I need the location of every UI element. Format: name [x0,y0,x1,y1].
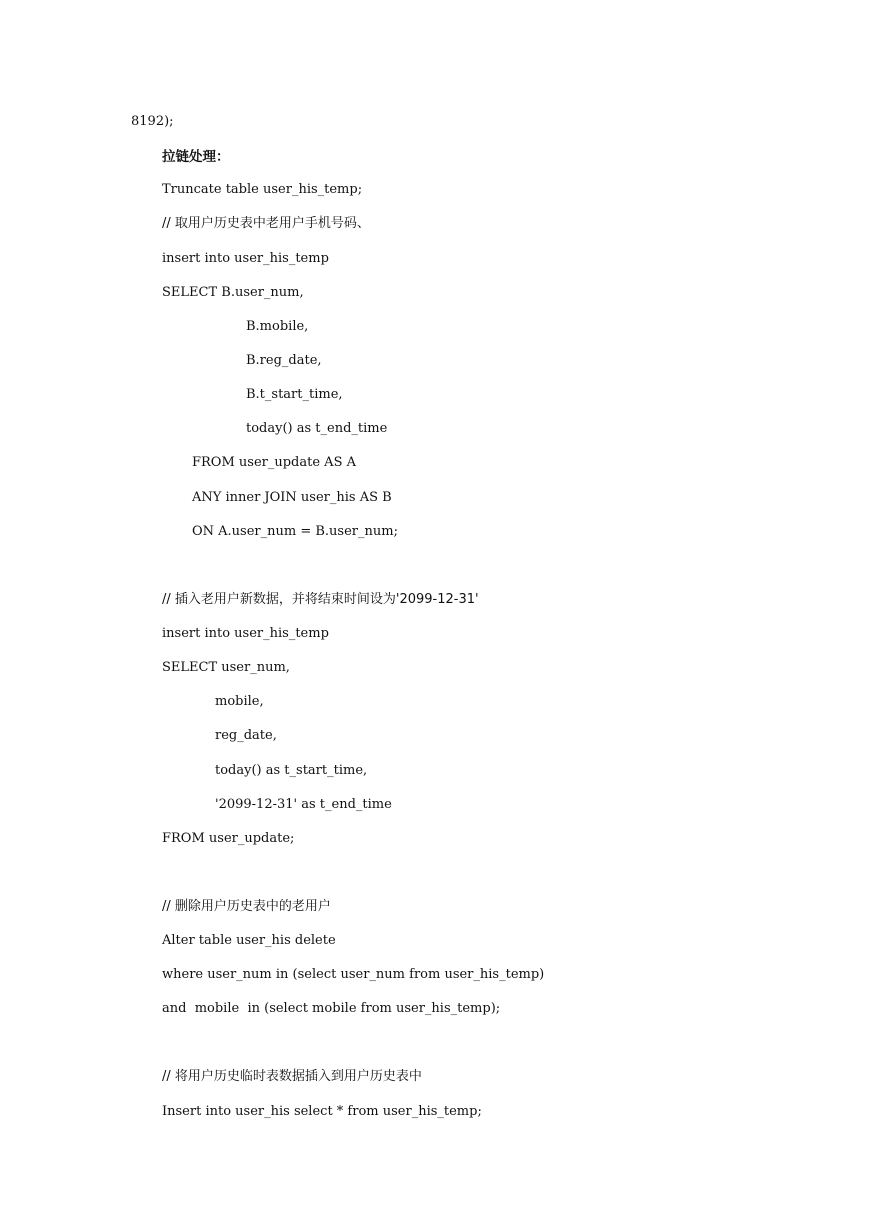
code-comment: // 插入老用户新数据，并将结束时间设为'2099-12-31' [162,592,479,607]
code-line: today() as t_start_time, [215,763,368,778]
code-line: ANY inner JOIN user_his AS B [192,490,392,505]
code-line: FROM user_update; [162,831,295,846]
code-line: '2099-12-31' as t_end_time [215,797,392,812]
code-line: Insert into user_his select * from user_his_temp; [162,1104,482,1119]
code-line: reg_date, [215,728,277,743]
code-line: insert into user_his_temp [162,626,329,641]
section-heading: 拉链处理： [162,149,230,165]
code-line: where user_num in (select user_num from user_his_temp) [162,967,545,982]
code-line: B.reg_date, [246,353,322,368]
code-line: insert into user_his_temp [162,251,329,266]
code-comment: // 取用户历史表中老用户手机号码、 [162,216,370,231]
code-line: Alter table user_his delete [162,933,336,948]
code-line: and mobile in (select mobile from user_his_temp); [162,1001,501,1016]
code-line: Truncate table user_his_temp; [162,182,363,197]
code-line: mobile, [215,694,264,709]
code-line: today() as t_end_time [246,421,388,436]
code-line: 8192); [131,114,174,129]
code-comment: // 将用户历史临时表数据插入到用户历史表中 [162,1069,422,1084]
code-line: ON A.user_num = B.user_num; [192,524,398,539]
code-line: SELECT user_num, [162,660,290,675]
code-line: B.t_start_time, [246,387,343,402]
code-comment: // 删除用户历史表中的老用户 [162,899,331,914]
code-line: B.mobile, [246,319,309,334]
code-line: FROM user_update AS A [192,455,356,470]
code-line: SELECT B.user_num, [162,285,304,300]
